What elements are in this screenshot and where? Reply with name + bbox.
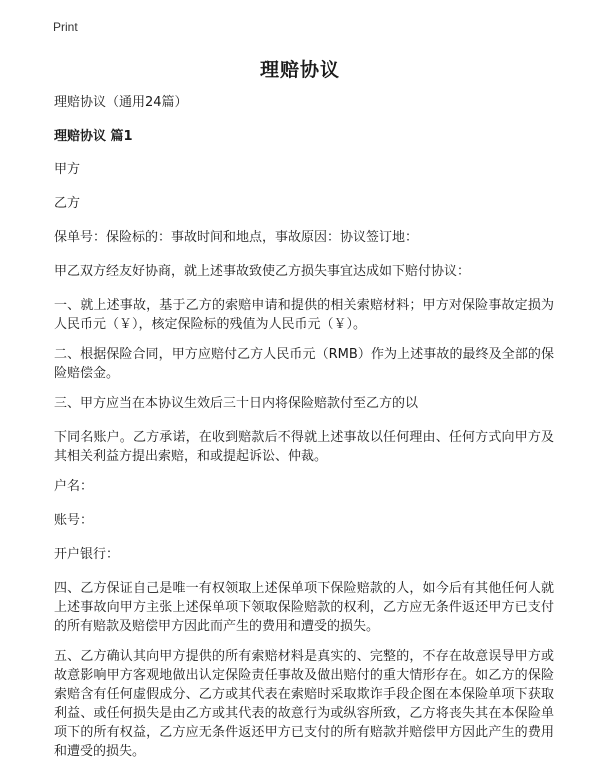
document-title: 理赔协议 xyxy=(259,59,340,81)
account-number-field: 账号： xyxy=(54,513,94,528)
party-a-label: 甲方 xyxy=(54,162,81,177)
document-subtitle: 理赔协议（通用24篇） xyxy=(54,95,188,110)
clause-5-paragraph: 五、乙方确认其向甲方提供的所有索赔材料是真实的、完整的，不存在故意误导甲方或故意影响甲方客观地做出认定保险责任事故及做出赔付的重大情形存在。如乙方的保险索赔含有任何虚假成分、乙方或其代表在索赔时采取欺诈手段企图在本保险单项下获取利益、或任何损失是由乙方或其代表的故意行为或纵容所致，乙方将丧失其在本保险单项下的所有权益，乙方应无条件返还甲方已支付的所有赔款并赔偿甲方因此产生的费用和遭受的损失。 xyxy=(54,649,554,759)
account-name-field: 户名： xyxy=(54,479,94,494)
intro-paragraph: 甲乙双方经友好协商，就上述事故致使乙方损失事宜达成如下赔付协议： xyxy=(54,264,471,279)
print-button[interactable]: Print xyxy=(53,20,78,34)
clause-1-paragraph: 一、就上述事故，基于乙方的索赔申请和提供的相关索赔材料；甲方对保险事故定损为人民币元（￥），核定保险标的残值为人民币元（￥）。 xyxy=(54,298,554,332)
document-body xyxy=(54,93,554,772)
clause-3-paragraph: 三、甲方应当在本协议生效后三十日内将保险赔款付至乙方的以 xyxy=(54,396,419,411)
clause-3-continuation: 下同名账户。乙方承诺，在收到赔款后不得就上述事故以任何理由、任何方式向甲方及其相关利益方提出索赔，和或提起诉讼、仲裁。 xyxy=(54,430,554,464)
clause-2-paragraph: 二、根据保险合同，甲方应赔付乙方人民币元（RMB）作为上述事故的最终及全部的保险赔偿金。 xyxy=(54,347,554,381)
clause-4-paragraph: 四、乙方保证自己是唯一有权领取上述保单项下保险赔款的人，如今后有其他任何人就上述事故向甲方主张上述保单项下领取保险赔款的权利，乙方应无条件返还甲方已支付的所有赔款及赔偿甲方因此而产生的费用和遭受的损失。 xyxy=(54,581,554,634)
section-heading: 理赔协议 篇1 xyxy=(54,129,133,144)
bank-field: 开户银行： xyxy=(54,547,120,562)
party-b-label: 乙方 xyxy=(54,196,81,211)
policy-info-line: 保单号：保险标的：事故时间和地点，事故原因：协议签订地： xyxy=(54,230,419,245)
